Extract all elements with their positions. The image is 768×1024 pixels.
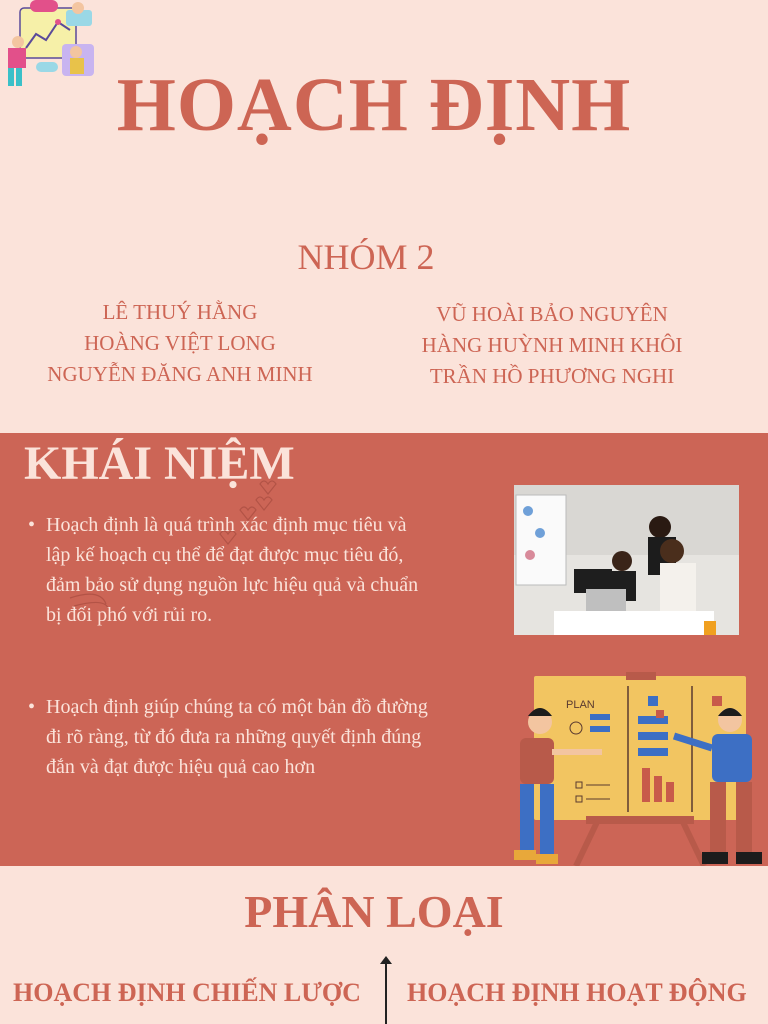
member-name: NGUYỄN ĐĂNG ANH MINH: [47, 362, 313, 386]
strategic-planning-heading: HOẠCH ĐỊNH CHIẾN LƯỢC: [13, 978, 361, 1007]
bullet-dot: •: [28, 514, 36, 536]
member-name: LÊ THUÝ HẰNG: [102, 300, 258, 324]
member-name: VŨ HOÀI BẢO NGUYÊN: [436, 302, 668, 326]
page-title: HOẠCH ĐỊNH: [116, 63, 632, 147]
group-name: NHÓM 2: [297, 237, 435, 277]
bullet-dot: •: [28, 696, 36, 718]
member-name: HÀNG HUỲNH MINH KHÔI: [421, 333, 683, 357]
meeting-photo: [514, 485, 739, 635]
classification-title: PHÂN LOẠI: [244, 886, 504, 937]
members-left: [20, 297, 340, 390]
concept-bullet-2: [28, 692, 428, 782]
bullet-text: Hoạch định là quá trình xác định mục tiêu và lập kế hoạch cụ thể để đạt được mục tiêu đó, đảm bảo sử dụng nguồn lực hiệu quả và chuẩn bị đối phó với rủi ro.: [46, 514, 419, 626]
plan-board-label: PLAN: [566, 699, 595, 711]
operational-planning-heading: HOẠCH ĐỊNH HOẠT ĐỘNG: [407, 978, 747, 1007]
members-right: [392, 299, 712, 392]
member-name: TRẦN HỒ PHƯƠNG NGHI: [429, 364, 675, 388]
plan-board-illustration: [506, 672, 768, 866]
bullet-text: Hoạch định giúp chúng ta có một bản đồ đường đi rõ ràng, từ đó đưa ra những quyết định đúng đắn và đạt được hiệu quả cao hơn: [46, 696, 428, 778]
concept-title: KHÁI NIỆM: [24, 437, 295, 490]
member-name: HOÀNG VIỆT LONG: [84, 331, 276, 355]
concept-bullet-1: [28, 510, 428, 630]
divider-line: [385, 962, 387, 1024]
